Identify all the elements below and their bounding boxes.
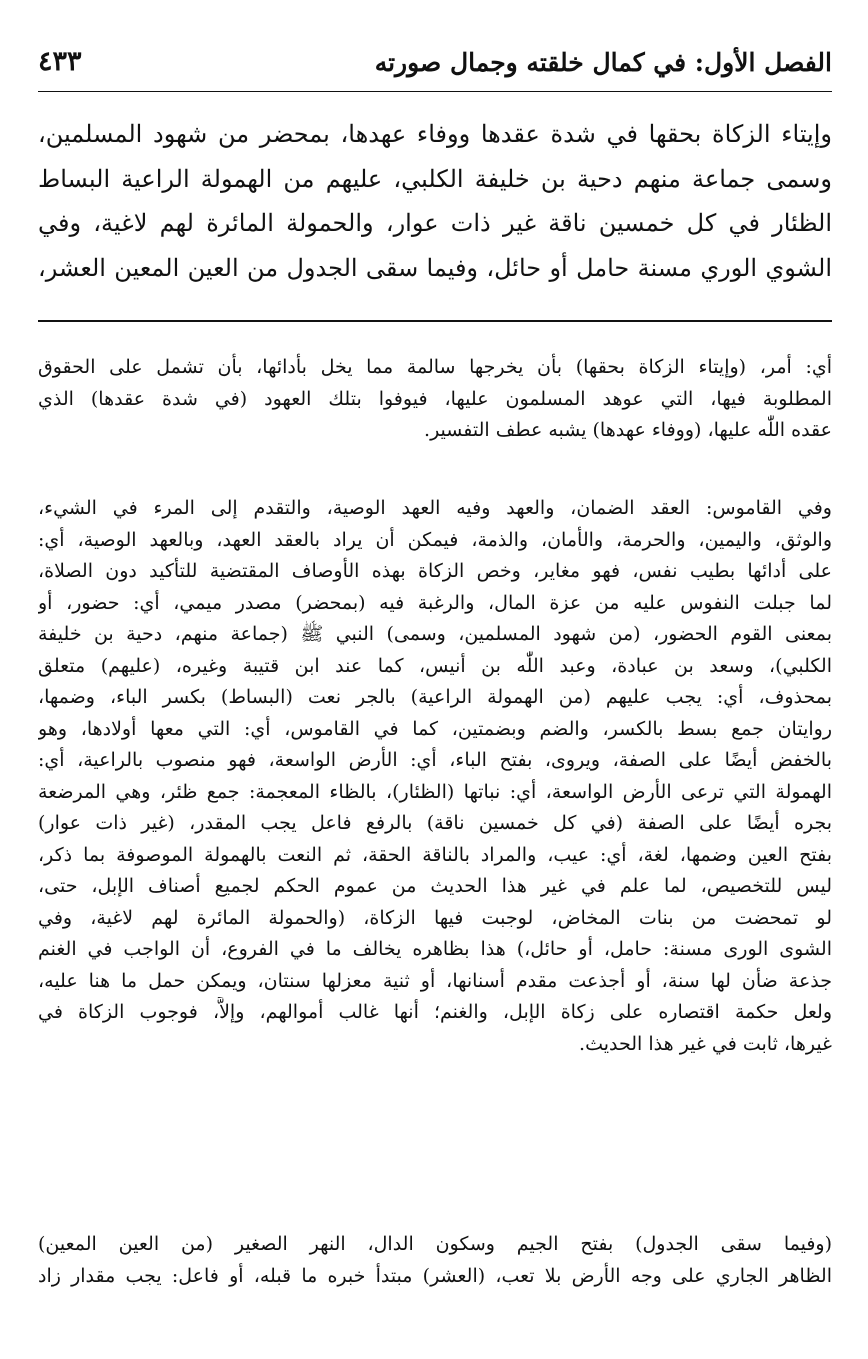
commentary-line: الظاهر الجاري على وجه الأرض بلا تعب، (العشر) مبتدأ خبره ما قبله، أو فاعل: يجب مقدار زاد: [38, 1264, 832, 1287]
matn-line: وإيتاء الزكاة بحقها في شدة عقدها ووفاء عهدها، بمحضر من شهود المسلمين،: [38, 120, 832, 148]
commentary-line: المطلوبة فيها، التي عوهد المسلمون عليها، فيوفوا بتلك العهود (في شدة عقدها) الذي: [38, 387, 832, 410]
commentary-line: روايتان جمع بسط بالكسر، والضم وبضمتين، كما في القاموس، أي: التي معها أولادها، وهو: [38, 717, 832, 740]
matn-line: الظئار في كل خمسين ناقة غير ذات عوار، والحمولة المائرة لهم لاغية، وفي: [38, 209, 832, 237]
chapter-title: الفصل الأول: في كمال خلقته وجمال صورته: [374, 48, 832, 77]
commentary-line: ولعل حكمة اقتصاره على زكاة الإبل، والغنم؛ أنها غالب أموالهم، وإلاًّ، فوجوب الزكاة في: [38, 1001, 832, 1023]
commentary-line: الكلبي)، وسعد بن عبادة، وعبد اللّٰه بن أنيس، كما عند ابن قتيبة وغيره، (عليهم) متعلق: [38, 654, 832, 677]
header-rule: [38, 91, 832, 92]
commentary-line: لما جبلت النفوس عليه من عزة المال، والرغبة فيه (بمحضر) مصدر ميمي، أي: حضور، أو: [38, 591, 832, 614]
commentary-line: ليس للتخصيص، لما علم في غير هذا الحديث من عموم الحكم لجميع أصناف الإبل، حتى،: [38, 875, 832, 897]
matn-text: [38, 112, 832, 290]
commentary-paragraph-2: [38, 493, 832, 1060]
commentary-line: الشوى الورى مسنة: حامل، أو حائل،) هذا بظاهره يخالف ما في الفروع، أن الواجب في الغنم: [38, 938, 832, 960]
page-header: [38, 40, 832, 90]
commentary-line: على أدائها بطيب نفس، فهو مغاير، وخص الزكاة بهذه الأوصاف المقتضية للتأكيد دون الصلاة،: [38, 560, 832, 582]
commentary-line: أي: أمر، (وإيتاء الزكاة بحقها) بأن يخرجها سالمة مما يخل بأدائها، بأن تشمل على الحقوق: [38, 356, 832, 378]
matn-line: الشوي الوري مسنة حامل أو حائل، وفيما سقى الجدول من العين المعين العشر،: [38, 253, 832, 282]
commentary-line: بفتح العين وضمها، لغة، أي: عيب، والمراد بالناقة الحقة، ثم النعت بالهمولة الموصوفة بما ذكر،: [38, 843, 832, 866]
commentary-line: بمحذوف، أي: يجب عليهم (من الهمولة الراعية) بالجر نعت (البساط) بكسر الباء، وضمها،: [38, 686, 832, 708]
commentary-line: لو تمحضت من بنات المخاض، لوجبت فيها الزكاة، (والحمولة المائرة لهم لاغية، وفي: [38, 906, 832, 929]
commentary-paragraph-1: [38, 352, 832, 447]
page-number: ٤٣٣: [38, 46, 82, 77]
commentary-line: غيرها، ثابت في غير هذا الحديث.: [579, 1032, 832, 1055]
commentary-line: الهمولة التي ترعى الأرض الواسعة، أي: نباتها (الظئار)، بالظاء المعجمة: جمع ظئر، وهي المرضعة: [38, 780, 832, 803]
commentary-line: عقده اللّٰه عليها، (ووفاء عهدها) يشبه عطف التفسير.: [424, 419, 832, 441]
matn-line: وسمى جماعة منهم دحية بن خليفة الكلبي، عليهم من الهمولة الراعية البساط: [38, 164, 832, 193]
commentary-line: بجره أيضًا على الصفة (في كل خمسين ناقة) بالرفع فاعل يجب المقدر، (غير ذات عوار): [38, 812, 832, 834]
commentary-line: (وفيما سقى الجدول) بفتح الجيم وسكون الدال، النهر الصغير (من العين المعين): [38, 1233, 832, 1255]
commentary-line: بالخفض أيضًا على الصفة، ويروى، بفتح الباء، أي: الأرض الواسعة، فهو منصوب بالراعية، أي:: [38, 749, 832, 771]
commentary-paragraph-3: [38, 1229, 832, 1292]
commentary-line: وفي القاموس: العقد الضمان، والعهد وفيه العهد الوصية، والتقدم إلى المرء في الشيء،: [38, 497, 832, 519]
section-divider: [38, 320, 832, 322]
commentary-line: بمعنى القوم الحضور، (من شهود المسلمين، وسمى) النبي ﷺ (جماعة منهم، دحية بن خليفة: [38, 623, 832, 645]
commentary-line: جذعة ضأن لها سنة، أو أجذعت مقدم أسنانها، أو ثنية معزلها سنتان، ويمكن حمل ما هنا عليه،: [38, 969, 832, 992]
commentary-line: والوثق، واليمين، والحرمة، والأمان، والذمة، فيمكن أن يراد بالعقد العهد، وبالعهد الوصية، أي:: [38, 528, 832, 551]
